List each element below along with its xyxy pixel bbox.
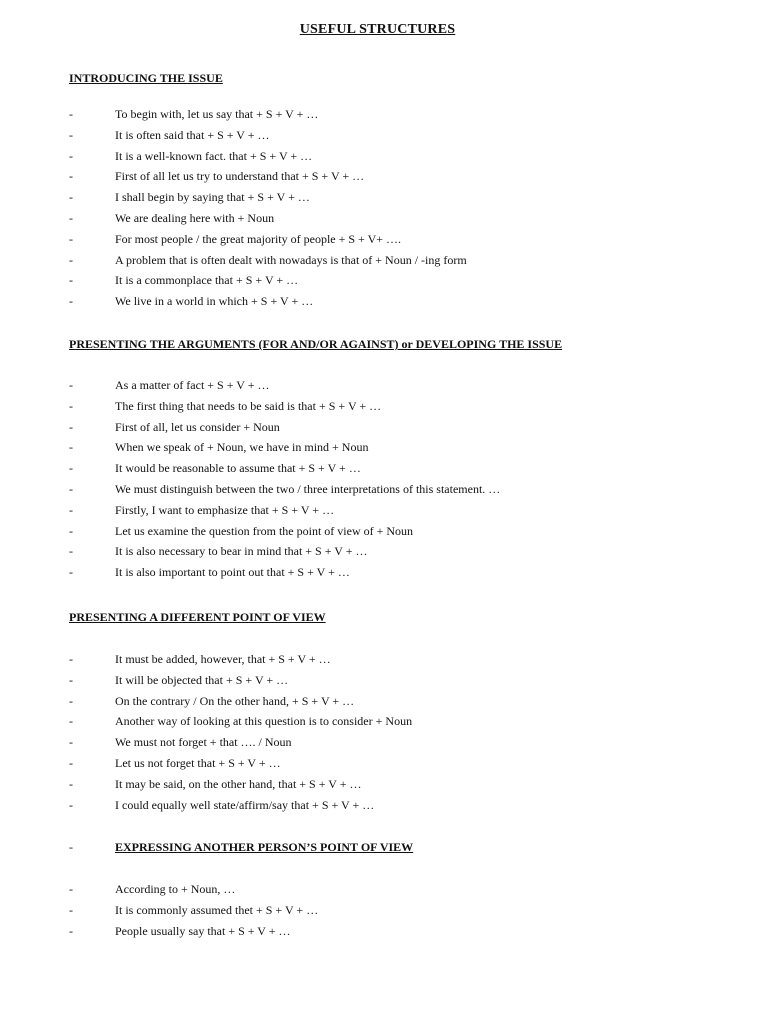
list-item bbox=[69, 291, 749, 312]
list-item-dash: - bbox=[69, 565, 73, 580]
list-item-dash: - bbox=[69, 398, 73, 413]
list-item-dash: - bbox=[69, 252, 73, 267]
list-item-text: To begin with, let us say that + S + V + … bbox=[115, 107, 319, 121]
list-item-text: It is often said that + S + V + … bbox=[115, 127, 270, 142]
list-item-dash: - bbox=[69, 419, 73, 434]
list-item-text: We must not forget + that …. / Noun bbox=[115, 735, 292, 750]
list-item-dash: - bbox=[69, 797, 73, 812]
list-item bbox=[69, 541, 749, 562]
section-heading-another-person bbox=[69, 839, 749, 855]
list-item-dash: - bbox=[69, 169, 73, 184]
list-item bbox=[69, 711, 749, 732]
list-item bbox=[69, 417, 749, 438]
list-item-text: I could equally well state/affirm/say that + S + V + … bbox=[115, 797, 375, 812]
list-item bbox=[69, 458, 749, 479]
list-item-dash: - bbox=[69, 714, 73, 729]
list-item bbox=[69, 270, 749, 291]
list-item-dash: - bbox=[69, 882, 73, 896]
list-item-dash: - bbox=[69, 544, 73, 559]
list-item bbox=[69, 732, 749, 753]
section-heading-introducing bbox=[69, 70, 749, 86]
list-item-text: Firstly, I want to emphasize that + S + V + … bbox=[115, 502, 335, 517]
list-item-text: It is also necessary to bear in mind that + S + V + … bbox=[115, 544, 368, 559]
list-item-text: We must distinguish between the two / three interpretations of this statement. … bbox=[115, 481, 501, 496]
list-item-text: A problem that is often dealt with nowadays is that of + Noun / -ing form bbox=[115, 252, 467, 267]
section-heading-text: EXPRESSING ANOTHER PERSON’S POINT OF VIEW bbox=[115, 840, 414, 854]
list-item-dash: - bbox=[69, 273, 73, 288]
list-item-dash: - bbox=[69, 378, 73, 392]
list-item-text: It will be objected that + S + V + … bbox=[115, 672, 289, 687]
list-item-dash: - bbox=[69, 440, 73, 455]
section-list-introducing bbox=[69, 104, 749, 312]
list-item-text: The first thing that needs to be said is that + S + V + … bbox=[115, 398, 382, 413]
list-item bbox=[69, 437, 749, 458]
list-item-dash: - bbox=[69, 231, 73, 246]
list-item-dash: - bbox=[69, 755, 73, 770]
list-item-text: We live in a world in which + S + V + … bbox=[115, 294, 314, 309]
section-heading-text: PRESENTING A DIFFERENT POINT OF VIEW bbox=[69, 610, 326, 624]
list-item-dash: - bbox=[69, 652, 73, 666]
list-item-dash: - bbox=[69, 923, 73, 938]
list-item bbox=[69, 146, 749, 167]
list-item bbox=[69, 479, 749, 500]
list-item-dash: - bbox=[69, 693, 73, 708]
list-item-dash: - bbox=[69, 502, 73, 517]
list-item-dash: - bbox=[69, 481, 73, 496]
list-item bbox=[69, 691, 749, 712]
list-item-text: It may be said, on the other hand, that + S + V + … bbox=[115, 776, 362, 791]
document-title: USEFUL STRUCTURES bbox=[299, 22, 456, 37]
list-item-dash: - bbox=[69, 735, 73, 750]
list-item-text: First of all let us try to understand that + S + V + … bbox=[115, 169, 365, 184]
section-list-different-view bbox=[69, 649, 749, 815]
list-item-dash: - bbox=[69, 461, 73, 476]
list-item-text: It is a commonplace that + S + V + … bbox=[115, 273, 299, 288]
list-item-dash: - bbox=[69, 902, 73, 917]
list-item-dash: - bbox=[69, 190, 73, 205]
section-heading-arguments bbox=[69, 336, 749, 352]
list-item-text: It is commonly assumed thet + S + V + … bbox=[115, 902, 319, 917]
list-item-text: It must be added, however, that + S + V + … bbox=[115, 652, 331, 666]
list-item-dash: - bbox=[69, 672, 73, 687]
list-item-text: We are dealing here with + Noun bbox=[115, 210, 275, 225]
list-item-text: It is a well-known fact. that + S + V + … bbox=[115, 148, 313, 163]
list-item-text: People usually say that + S + V + … bbox=[115, 923, 291, 938]
list-item-dash: - bbox=[69, 776, 73, 791]
section-heading-text: INTRODUCING THE ISSUE bbox=[69, 71, 223, 85]
list-item bbox=[69, 396, 749, 417]
list-item bbox=[69, 753, 749, 774]
list-item bbox=[69, 562, 749, 583]
list-item bbox=[69, 229, 749, 250]
list-item-dash: - bbox=[69, 294, 73, 309]
list-item-text: First of all, let us consider + Noun bbox=[115, 419, 280, 434]
list-item bbox=[69, 104, 749, 125]
list-item-text: I shall begin by saying that + S + V + … bbox=[115, 190, 310, 205]
list-item-text: When we speak of + Noun, we have in mind + Noun bbox=[115, 440, 369, 455]
list-item bbox=[69, 125, 749, 146]
list-item-text: As a matter of fact + S + V + … bbox=[115, 378, 270, 392]
list-item-dash: - bbox=[69, 107, 73, 121]
list-item-dash: - bbox=[69, 210, 73, 225]
list-item bbox=[69, 187, 749, 208]
list-item bbox=[69, 879, 749, 900]
section-list-another-person bbox=[69, 879, 749, 941]
heading-dash: - bbox=[69, 840, 73, 854]
list-item-dash: - bbox=[69, 127, 73, 142]
list-item-text: Let us not forget that + S + V + … bbox=[115, 755, 281, 770]
list-item bbox=[69, 921, 749, 942]
list-item-text: Another way of looking at this question is to consider + Noun bbox=[115, 714, 413, 729]
list-item-dash: - bbox=[69, 523, 73, 538]
list-item bbox=[69, 900, 749, 921]
list-item-text: According to + Noun, … bbox=[115, 882, 236, 896]
list-item-text: It would be reasonable to assume that + S + V + … bbox=[115, 461, 361, 476]
list-item bbox=[69, 670, 749, 691]
list-item bbox=[69, 500, 749, 521]
list-item bbox=[69, 250, 749, 271]
list-item bbox=[69, 795, 749, 816]
list-item bbox=[69, 208, 749, 229]
section-heading-text: PRESENTING THE ARGUMENTS (FOR AND/OR AGAINST) or DEVELOPING THE ISSUE bbox=[69, 337, 563, 351]
list-item bbox=[69, 649, 749, 670]
list-item-dash: - bbox=[69, 148, 73, 163]
list-item-text: It is also important to point out that + S + V + … bbox=[115, 565, 350, 580]
list-item bbox=[69, 774, 749, 795]
section-heading-different-view bbox=[69, 609, 749, 625]
section-heading-row bbox=[69, 839, 749, 855]
list-item bbox=[69, 375, 749, 396]
list-item-text: Let us examine the question from the point of view of + Noun bbox=[115, 523, 414, 538]
list-item-text: For most people / the great majority of people + S + V+ …. bbox=[115, 231, 402, 246]
list-item bbox=[69, 166, 749, 187]
list-item-text: On the contrary / On the other hand, + S + V + … bbox=[115, 693, 355, 708]
list-item bbox=[69, 521, 749, 542]
section-list-arguments bbox=[69, 375, 749, 583]
